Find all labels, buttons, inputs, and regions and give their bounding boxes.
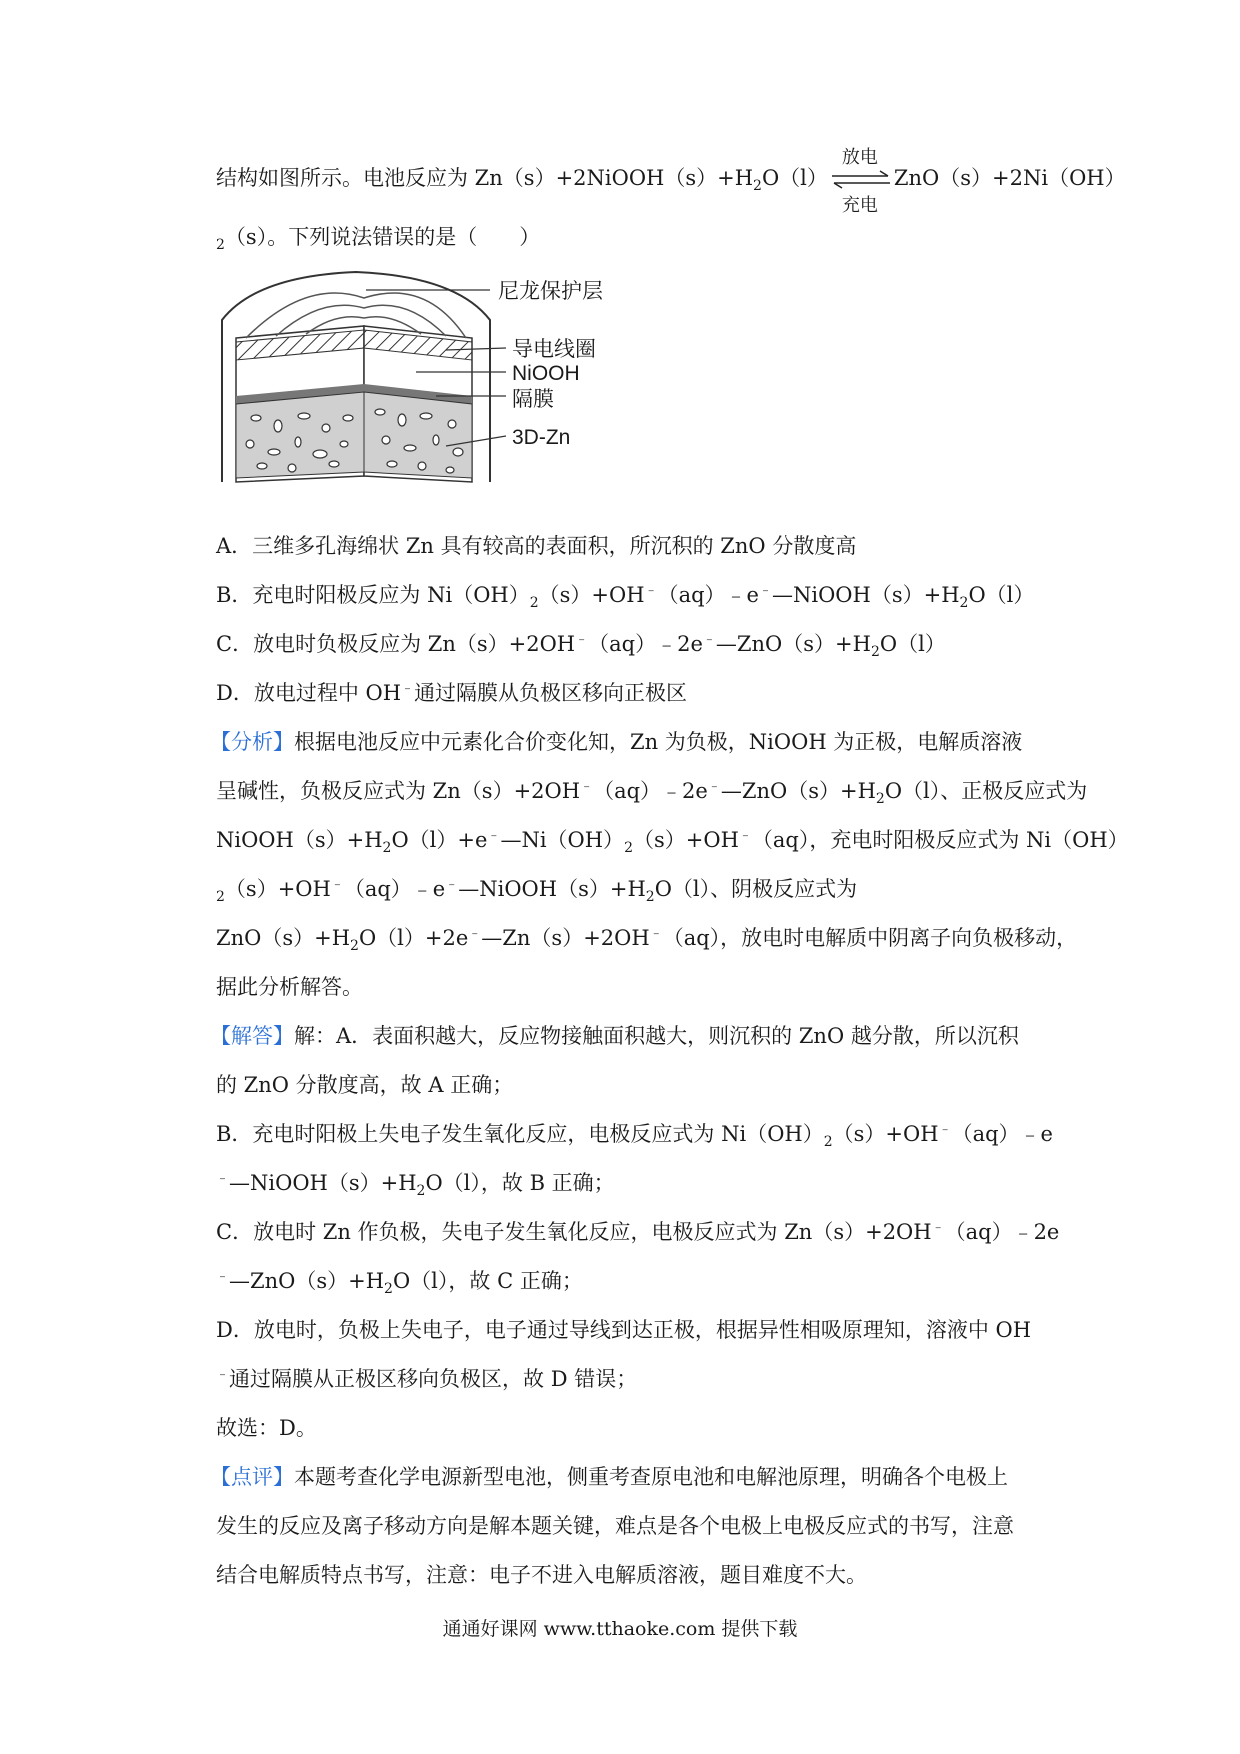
analysis-line6 (216, 973, 363, 1001)
answer-line7 (216, 1316, 1031, 1344)
answer-line3 (216, 1120, 1053, 1152)
text: （aq）﹣2e (593, 779, 708, 803)
text: O（l），故 C 正确； (392, 1269, 583, 1293)
label-conductive-coil: 导电线圈 (512, 338, 596, 361)
text: （aq）﹣2e (588, 632, 703, 656)
answer-line8 (216, 1365, 637, 1397)
text: —NiOOH（s）+H (229, 1171, 417, 1195)
text: —Zn（s）+2OH (481, 926, 650, 950)
superscript: ﹣ (468, 926, 482, 941)
superscript: ﹣ (216, 1269, 230, 1284)
superscript: ﹣ (931, 1220, 945, 1235)
subscript: 2 (416, 1183, 426, 1199)
analysis-line5 (216, 924, 1077, 956)
subscript: 2 (529, 595, 539, 611)
subscript: 2 (382, 840, 392, 856)
text: O（l） (968, 583, 1035, 607)
text: B．充电时阳极反应为 Ni（OH） (216, 583, 530, 607)
option-c (216, 630, 946, 662)
option-a (216, 532, 856, 560)
text: （aq）﹣e (951, 1122, 1053, 1146)
superscript: ﹣ (487, 828, 501, 843)
subscript: 2 (645, 889, 655, 905)
question-prompt: （s）。下列说法错误的是（ ） (224, 225, 541, 249)
superscript: ﹣ (445, 877, 459, 892)
text: —NiOOH（s）+H (771, 583, 960, 607)
equation-water: O（l） (761, 166, 828, 190)
analysis-line1 (210, 728, 1022, 756)
text: 通过隔膜从正极区移向负极区，故 D 错误； (229, 1367, 638, 1391)
label-3d-zn: 3D-Zn (512, 426, 571, 449)
equation-reactants: 结构如图所示。电池反应为 Zn（s）+2NiOOH（s）+H (216, 166, 754, 190)
superscript: ﹣ (649, 926, 663, 941)
analysis-line2 (216, 777, 1087, 809)
label-separator: 隔膜 (512, 388, 554, 411)
text: —ZnO（s）+H (715, 632, 871, 656)
question-stem-line1 (216, 146, 1126, 216)
text: 故选：D。 (216, 1416, 317, 1440)
superscript: ﹣ (738, 828, 752, 843)
page-footer: 通通好课网 www.tthaoke.com 提供下载 (442, 1618, 798, 1640)
arrow-top-label: 放电 (841, 146, 878, 168)
answer-line1 (210, 1022, 1019, 1050)
superscript: ﹣ (758, 583, 772, 598)
text: （aq）﹣e (657, 583, 759, 607)
subscript: 2 (384, 1281, 393, 1297)
text: （s）+OH (224, 877, 331, 901)
superscript: ﹣ (575, 632, 589, 647)
text: O（l） (879, 632, 946, 656)
text: 结合电解质特点书写，注意：电子不进入电解质溶液，题目难度不大。 (216, 1563, 867, 1587)
superscript: ﹣ (644, 583, 658, 598)
text: D．放电过程中 OH (216, 681, 402, 705)
option-a-text: A．三维多孔海绵状 Zn 具有较高的表面积，所沉积的 ZnO 分散度高 (216, 534, 857, 558)
label-nylon-layer: 尼龙保护层 (498, 280, 603, 303)
comment-line3 (216, 1561, 867, 1589)
zn-layer (236, 392, 364, 478)
text: （aq），充电时阳极反应式为 Ni（OH） (751, 828, 1129, 852)
text: —Ni（OH） (500, 828, 625, 852)
text: （s）+OH (538, 583, 645, 607)
text: ZnO（s）+H (216, 926, 351, 950)
subscript: 2 (216, 237, 225, 253)
superscript: ﹣ (580, 779, 594, 794)
text: O（l），故 B 正确； (425, 1171, 615, 1195)
text: （aq）﹣2e (944, 1220, 1060, 1244)
answer-line6 (216, 1267, 583, 1299)
text: （s）+OH (832, 1122, 939, 1146)
answer-line5 (216, 1218, 1059, 1250)
question-stem-line2 (216, 223, 540, 254)
superscript: ﹣ (216, 1171, 230, 1186)
comment-line1 (210, 1463, 1008, 1491)
subscript: 2 (823, 1134, 833, 1150)
subscript: 2 (216, 889, 225, 905)
text: NiOOH（s）+H (216, 828, 383, 852)
superscript: ﹣ (702, 632, 716, 647)
option-b (216, 581, 1034, 613)
superscript: ﹣ (216, 1367, 230, 1382)
text: C．放电时 Zn 作负极，失电子发生氧化反应，电极反应式为 Zn（s）+2OH (216, 1220, 932, 1244)
subscript: 2 (753, 178, 762, 194)
superscript: ﹣ (330, 877, 344, 892)
text: B．充电时阳极上失电子发生氧化反应，电极反应式为 Ni（OH） (216, 1122, 824, 1146)
answer-line9 (216, 1414, 317, 1442)
arrow-bottom-label: 充电 (841, 194, 878, 216)
double-arrow-icon (830, 170, 892, 190)
text: 的 ZnO 分散度高，故 A 正确； (216, 1073, 514, 1097)
text: 根据电池反应中元素化合价变化知，Zn 为负极，NiOOH 为正极，电解质溶液 (294, 730, 1023, 754)
analysis-line4 (216, 875, 857, 907)
text: C．放电时负极反应为 Zn（s）+2OH (216, 632, 576, 656)
text: （s）+OH (632, 828, 739, 852)
superscript: ﹣ (401, 681, 415, 696)
option-d (216, 679, 687, 711)
comment-tag: 【点评】 (210, 1465, 294, 1489)
text: O（l）、正极反应式为 (884, 779, 1088, 803)
equation-products: ZnO（s）+2Ni（OH） (893, 166, 1126, 190)
subscript: 2 (959, 595, 969, 611)
answer-line2 (216, 1071, 513, 1099)
subscript: 2 (624, 840, 633, 856)
superscript: ﹣ (938, 1122, 952, 1137)
text: O（l）、阴极反应式为 (654, 877, 858, 901)
subscript: 2 (350, 938, 359, 954)
subscript: 2 (875, 791, 885, 807)
analysis-tag: 【分析】 (210, 730, 294, 754)
text: （aq），放电时电解质中阴离子向负极移动， (662, 926, 1078, 950)
text: 呈碱性，负极反应式为 Zn（s）+2OH (216, 779, 581, 803)
text: 通过隔膜从负极区移向正极区 (414, 681, 688, 705)
text: 解：A．表面积越大，反应物接触面积越大，则沉积的 ZnO 越分散，所以沉积 (294, 1024, 1019, 1048)
text: 发生的反应及离子移动方向是解本题关键，难点是各个电极上电极反应式的书写，注意 (216, 1514, 1014, 1538)
subscript: 2 (870, 644, 880, 660)
text: —NiOOH（s）+H (458, 877, 646, 901)
text: O（l）+2e (358, 926, 469, 950)
text: 据此分析解答。 (216, 975, 363, 999)
superscript: ﹣ (707, 779, 721, 794)
reversible-arrow-icon (830, 146, 892, 216)
text: —ZnO（s）+H (229, 1269, 385, 1293)
text: （aq）﹣e (343, 877, 446, 901)
comment-line2 (216, 1512, 1014, 1540)
answer-tag: 【解答】 (210, 1024, 294, 1048)
battery-structure-figure (216, 268, 636, 493)
text: D．放电时，负极上失电子，电子通过导线到达正极，根据异性相吸原理知，溶液中 OH (216, 1318, 1032, 1342)
text: —ZnO（s）+H (720, 779, 876, 803)
text: O（l）+e (391, 828, 488, 852)
answer-line4 (216, 1169, 615, 1201)
analysis-line3 (216, 826, 1129, 858)
label-niooh: NiOOH (512, 362, 580, 385)
text: 本题考查化学电源新型电池，侧重考查原电池和电解池原理，明确各个电极上 (294, 1465, 1008, 1489)
